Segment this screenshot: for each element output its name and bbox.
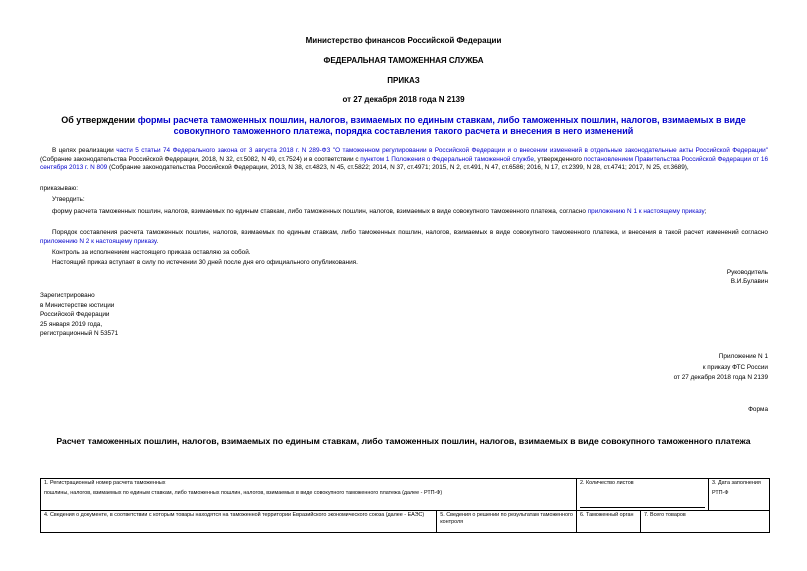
appendix-line-2: к приказу ФТС России: [702, 363, 768, 371]
field-1-label: 1. Регистрационный номер расчета таможенных: [44, 480, 166, 486]
rtp-form-table: [40, 478, 770, 533]
field-4-document-info[interactable]: [41, 511, 437, 533]
field-5-decision-info[interactable]: [437, 511, 577, 533]
title-prefix: Об утверждении: [61, 115, 138, 125]
document-date-number: от 27 декабря 2018 года N 2139: [342, 95, 465, 104]
appendix-header: [560, 352, 768, 384]
field-3-label: 3. Дата заполнения: [712, 480, 761, 486]
field-6-label: 6. Таможенный орган: [580, 512, 634, 518]
registration-line-4: 25 января 2019 года,: [40, 320, 103, 328]
field-1-registration-number[interactable]: [41, 479, 577, 511]
order-word: приказываю:: [40, 185, 78, 192]
fts-regulation-link[interactable]: пунктом 1 Положения о Федеральной таможенной службе: [360, 155, 534, 163]
approve-item-1: [40, 208, 768, 217]
approve-heading: Утвердить:: [52, 196, 85, 203]
signature-role: Руководитель: [726, 269, 768, 276]
preamble-text-2: (Собрание законодательства Российской Федерации, 2018, N 32, ст.5082, N 49, ст.7524) и в соответствии с: [40, 155, 361, 163]
preamble-text-1: В целях реализации: [52, 147, 117, 154]
registration-line-1: Зарегистрировано: [40, 292, 95, 299]
registration-line-2: в Министерстве юстиции: [40, 301, 115, 309]
field-2-sheets-count[interactable]: [577, 479, 709, 510]
item2-end: .: [156, 237, 159, 245]
field-1-description: пошлины, налогов, взимаемых по единым ставкам, либо таможенных пошлин, налогов, взимаемых в виде совокупного таможенного платежа (далее - РТП-Ф): [44, 490, 443, 496]
preamble-paragraph: [40, 147, 768, 173]
appendix-1-link[interactable]: приложению N 1 к настоящему приказу: [587, 208, 705, 215]
field-2-3-group: [577, 479, 770, 511]
law-289-link[interactable]: части 5 статьи 74 Федерального закона от 3 августа 2018 г. N 289-ФЗ "О таможенном регулировании в Российской Федерации и о внесении изменений в отдельные законодательные акты Российской Федерации": [116, 147, 768, 154]
table-row: [41, 511, 770, 533]
field-7-label: 7. Всего товаров: [644, 512, 686, 518]
field-6-customs-authority[interactable]: [577, 511, 641, 533]
field-5-label: 5. Сведения о решении по результатам таможенного контроля: [440, 512, 573, 525]
field-2-label: 2. Количество листов: [580, 480, 634, 486]
form-label: Форма: [748, 406, 768, 413]
field-7-total-goods[interactable]: [641, 511, 770, 533]
registration-line-5: регистрационный N 53571: [40, 330, 119, 338]
field-2-divider: [580, 507, 705, 508]
preamble-text-3: , утвержденного: [533, 155, 584, 163]
registration-line-3: Российской Федерации: [40, 311, 110, 319]
field-3-fill-date[interactable]: [709, 479, 769, 510]
approve-item-2: [40, 229, 768, 246]
appendix-line-1: Приложение N 1: [718, 353, 768, 360]
signature-name: В.И.Булавин: [730, 278, 768, 285]
effect-clause: Настоящий приказ вступает в силу по истечении 30 дней после дня его официального опубликования.: [52, 259, 358, 266]
service-name: ФЕДЕРАЛЬНАЯ ТАМОЖЕННАЯ СЛУЖБА: [323, 56, 484, 65]
form-title: Расчет таможенных пошлин, налогов, взимаемых по единым ставкам, либо таможенных пошлин, налогов, взимаемых в виде совокупного таможенного платежа: [56, 436, 751, 446]
preamble-text-4: (Собрание законодательства Российской Федерации, 2013, N 38, ст.4823, N 45, ст.5822; 2014, N 37, ст.4971; 2015, N 2, ст.491, N 47, ст.6586; 2016, N 17, ст.2399, N 28, ст.4741; 2017, N 25, ст.3689),: [107, 164, 689, 172]
appendix-line-3: от 27 декабря 2018 года N 2139: [673, 374, 768, 381]
signature-block: [560, 268, 768, 286]
field-4-label: 4. Сведения о документе, в соответствии с которым товары находятся на таможенной территории Евразийского экономического союза (далее - ЕАЭС): [44, 512, 425, 518]
government-decree-link[interactable]: постановлением Правительства Российской Федерации от 16 сентября 2013 г. N 809: [40, 155, 768, 172]
item1-end: ;: [704, 208, 707, 215]
document-type: ПРИКАЗ: [387, 76, 420, 85]
document-title: [40, 115, 767, 137]
registration-block: [40, 291, 118, 339]
item1-text: форму расчета таможенных пошлин, налогов, взимаемых по единым ставкам, либо таможенных пошлин, налогов, взимаемых в виде совокупного таможенного платежа, согласно: [52, 208, 588, 215]
item2-text: Порядок составления расчета таможенных пошлин, налогов, взимаемых по единым ставкам, либо таможенных пошлин, налогов, взимаемых в виде совокупного таможенного платежа, и внесения в такой расчет изменений согласно: [52, 229, 768, 236]
field-3-description: РТП-Ф: [712, 490, 729, 496]
control-clause: Контроль за исполнением настоящего приказа оставляю за собой.: [52, 249, 251, 256]
ministry-name: Министерство финансов Российской Федерации: [305, 36, 502, 45]
appendix-2-link[interactable]: приложению N 2 к настоящему приказу: [40, 237, 157, 245]
table-row: [41, 479, 770, 511]
title-link[interactable]: формы расчета таможенных пошлин, налогов, взимаемых по единым ставкам, либо таможенных пошлин, налогов, взимаемых в виде совокупного таможенного платежа, порядка составления такого расчета и внесения в него изменений: [137, 115, 746, 136]
